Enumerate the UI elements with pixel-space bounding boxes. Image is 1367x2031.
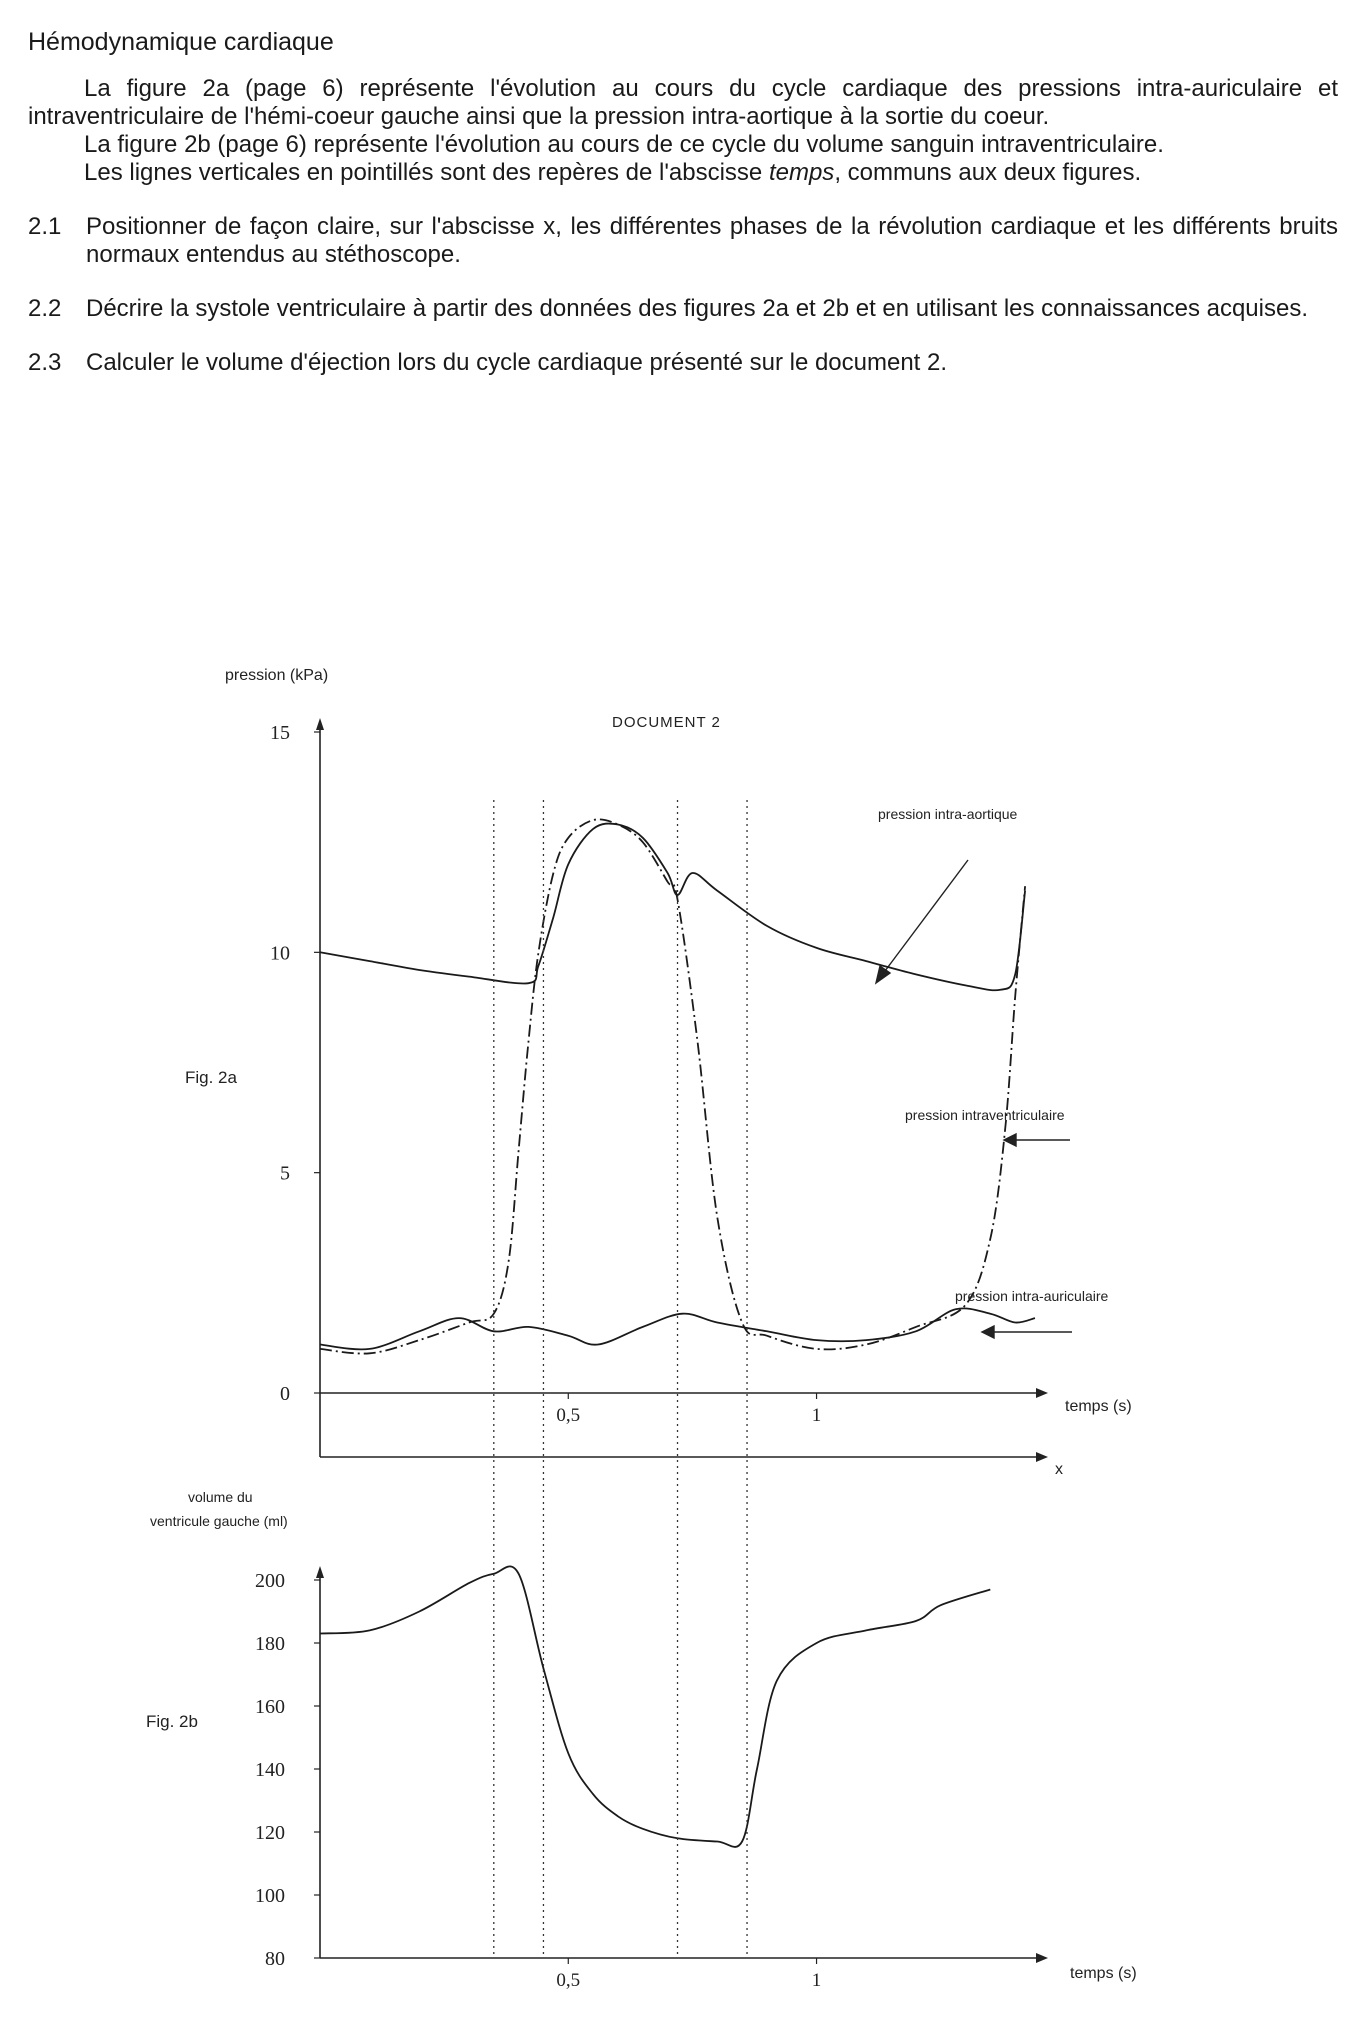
fig2b-xlabel: temps (s) [1070, 1965, 1137, 1982]
paragraph-2: La figure 2b (page 6) représente l'évolution au cours de ce cycle du volume sanguin intraventriculaire. [84, 131, 1164, 158]
fig2b-x-tick-label: 1 [811, 1970, 822, 1991]
paragraph-3-emphasis: temps [768, 159, 835, 186]
document [28, 20, 1338, 377]
paragraph-3-start: Les lignes verticales en pointillés sont des repères de l'abscisse [84, 159, 769, 186]
question-2-3 [28, 349, 1338, 377]
fig2a-title: DOCUMENT 2 [612, 714, 721, 731]
fig2b-y-tick-label: 140 [255, 1759, 285, 1781]
arrow-aortique [882, 860, 968, 975]
fig2b-series-line-0 [320, 1566, 990, 1847]
question-2-2 [28, 295, 1338, 323]
fig2a-y-axis-arrow [316, 718, 324, 730]
fig2a-y-tick-label: 5 [280, 1162, 290, 1185]
fig2a-ylabel: pression (kPa) [225, 667, 329, 684]
fig2a-xlabel: temps (s) [1065, 1398, 1132, 1415]
paragraph-3 [28, 159, 1338, 187]
fig2a-series-line-1 [320, 819, 1025, 1353]
question-number: 2.1 [28, 213, 62, 240]
fig2a-extra-x-axis-arrow [1036, 1452, 1048, 1462]
arrow-ventriculaire-head [1004, 1134, 1016, 1146]
fig2a-y-tick-label: 0 [280, 1383, 290, 1405]
fig2a-x-tick-label: 0,5 [556, 1405, 581, 1426]
fig2a-series-line-0 [320, 824, 1025, 991]
question-2-1 [28, 213, 1338, 269]
fig2b-y-tick-label: 80 [265, 1948, 285, 1970]
question-text: Décrire la systole ventriculaire à partir des données des figures 2a et 2b et en utilisant les connaissances acquises. [86, 295, 1308, 322]
section-heading: Hémodynamique cardiaque [28, 28, 334, 56]
plots [255, 718, 1048, 1991]
fig2b-ylabel-line1: volume du [188, 1489, 253, 1505]
fig2a-x-axis-arrow [1036, 1388, 1048, 1398]
fig2a-series-label-auriculaire: pression intra-auriculaire [955, 1288, 1109, 1304]
fig2b-y-tick-label: 100 [255, 1885, 285, 1907]
question-number: 2.2 [28, 295, 62, 322]
fig2a-y-tick-label: 10 [270, 942, 290, 965]
fig2a-y-tick-label: 15 [270, 722, 290, 744]
fig2b-x-tick-label: 0,5 [556, 1970, 581, 1991]
question-number: 2.3 [28, 349, 62, 376]
fig2b-y-tick-label: 160 [255, 1696, 285, 1718]
arrow-auriculaire-head [982, 1326, 994, 1338]
fig2b-ylabel-line2: ventricule gauche (ml) [150, 1513, 288, 1529]
annotation-arrows [876, 860, 1072, 1338]
fig2a-series-label-ventriculaire: pression intraventriculaire [905, 1107, 1065, 1123]
fig2a-x-tick-label: 1 [811, 1405, 822, 1426]
fig2a-panel-label: Fig. 2a [185, 1068, 237, 1087]
fig2b-panel-label: Fig. 2b [146, 1712, 198, 1731]
paragraph-3-end: , communs aux deux figures. [834, 159, 1142, 186]
document-2-figure [0, 640, 1367, 2031]
paragraph-1: La figure 2a (page 6) représente l'évolution au cours du cycle cardiaque des pressions intra-auriculaire et intraventriculaire de l'hémi-coeur gauche ainsi que la pression intra-aortique à la sortie du coeur. [28, 75, 1338, 130]
fig2b-y-tick-label: 120 [255, 1822, 285, 1844]
fig2b-x-axis-arrow [1036, 1953, 1048, 1963]
fig2a-x-axis-label: x [1055, 1461, 1063, 1478]
question-text: Calculer le volume d'éjection lors du cycle cardiaque présenté sur le document 2. [86, 349, 948, 376]
arrow-aortique-head [876, 966, 890, 983]
fig2b-y-tick-label: 200 [255, 1570, 285, 1592]
fig2b-y-axis-arrow [316, 1566, 324, 1578]
question-text: Positionner de façon claire, sur l'abscisse x, les différentes phases de la révolution cardiaque et les différents bruits normaux entendus au stéthoscope. [86, 213, 1338, 268]
fig2b-y-tick-label: 180 [255, 1633, 285, 1655]
fig2a-series-label-aortique: pression intra-aortique [878, 806, 1018, 822]
